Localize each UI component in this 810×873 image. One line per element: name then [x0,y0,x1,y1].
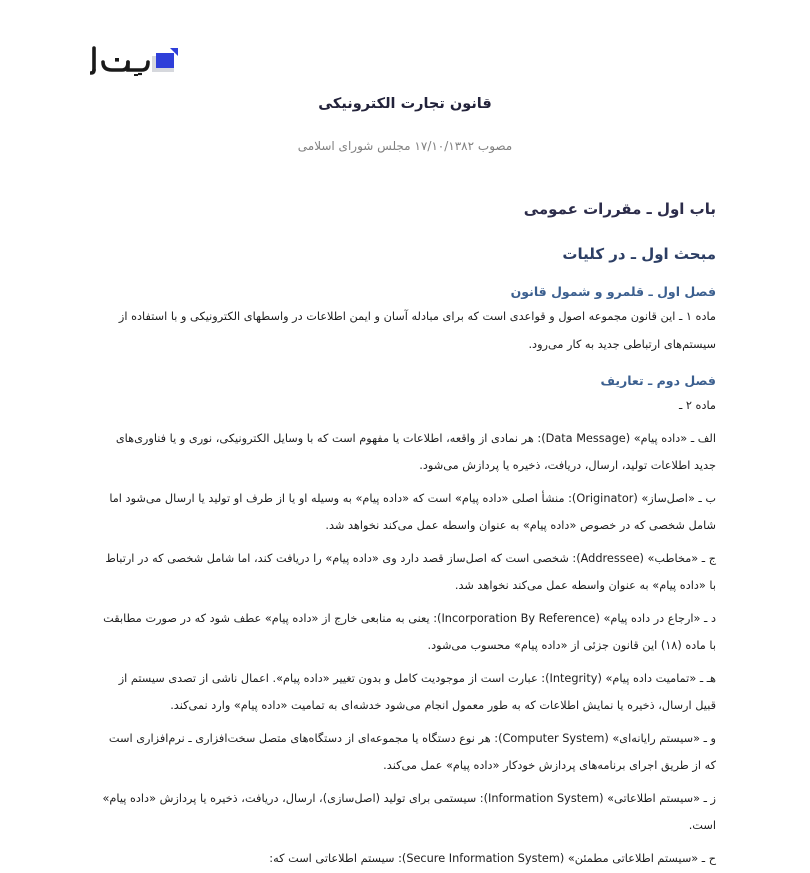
document-subtitle: مصوب ۱۷/۱۰/۱۳۸۲ مجلس شورای اسلامی [297,139,513,153]
definition-item: ب ـ «اصل‌ساز» (Originator): منشأ اصلی «داده پیام» است که «داده پیام» به وسیله او یا از طرف او تولید یا ارسال می‌شود اما شامل شخصی که در خصوص «داده پیام» به عنوان واسطه عمل می‌کند نخواهد شد. [109,491,716,532]
definition-item: د ـ «ارجاع در داده پیام» (Incorporation By Reference): یعنی به منابعی خارج از «داده پیام» عطف شود که در صورت مطابقت با ماده (۱۸) این قانون جزئی از «داده پیام» محسوب می‌شود. [103,611,716,652]
document-title: قانون تجارت الکترونیکی [318,96,492,112]
definition-item: و ـ «سیستم رایانه‌ای» (Computer System): هر نوع دستگاه یا مجموعه‌ای از دستگاه‌های متصل سخت‌افزاری ـ نرم‌افزاری است که از طریق اجرای برنامه‌های پردازش خودکار «داده پیام» عمل می‌کند. [108,731,716,772]
topic-heading: مبحث اول ـ در کلیات [562,245,716,263]
definition-item: الف ـ «داده پیام» (Data Message): هر نمادی از واقعه، اطلاعات یا مفهوم است که با وسایل الکترونیکی، نوری و یا فناوری‌های جدید اطلاعات تولید، ارسال، دریافت، ذخیره یا پردازش می‌شود. [115,431,716,472]
chapter-heading: باب اول ـ مقررات عمومی [523,200,716,218]
definition-item: ج ـ «مخاطب» (Addressee): شخصی است که اصل‌ساز قصد دارد وی «داده پیام» را دریافت کند، اما شامل شخصی که در ارتباط با «داده پیام» به عنوان واسطه عمل می‌کند نخواهد شد. [105,551,716,592]
article-2: ماده ۲ ـ [678,399,716,412]
article-1: ماده ۱ ـ این قانون مجموعه اصول و قواعدی است که برای مبادله آسان و ایمن اطلاعات در واسطهای الکترونیکی و با استفاده از سیستم‌های ارتباطی جدید به کار می‌رود. [118,310,716,351]
definition-item: هـ ـ «تمامیت داده پیام» (Integrity): عبارت است از موجودیت کامل و بدون تغییر «داده پیام». اعمال ناشی از تصدی سیستم از قبیل ارسال، ذخیره یا نمایش اطلاعات که به طور معمول انجام می‌شود خدشه‌ای به تمامیت «داده پیام» وارد نمی‌کند. [118,671,716,712]
nira-logo[interactable] [90,44,182,76]
document-body [96,198,716,872]
section-heading-1: فصل اول ـ قلمرو و شمول قانون [510,284,716,299]
definition-item: ح ـ «سیستم اطلاعاتی مطمئن» (Secure Information System): سیستم اطلاعاتی است که: [269,851,716,865]
nira-logo-icon [90,44,182,76]
definition-item: ز ـ «سیستم اطلاعاتی» (Information System): سیستمی برای تولید (اصل‌سازی)، ارسال، دریافت، ذخیره یا پردازش «داده پیام» است. [102,791,716,832]
section-heading-2: فصل دوم ـ تعاریف [600,373,716,388]
